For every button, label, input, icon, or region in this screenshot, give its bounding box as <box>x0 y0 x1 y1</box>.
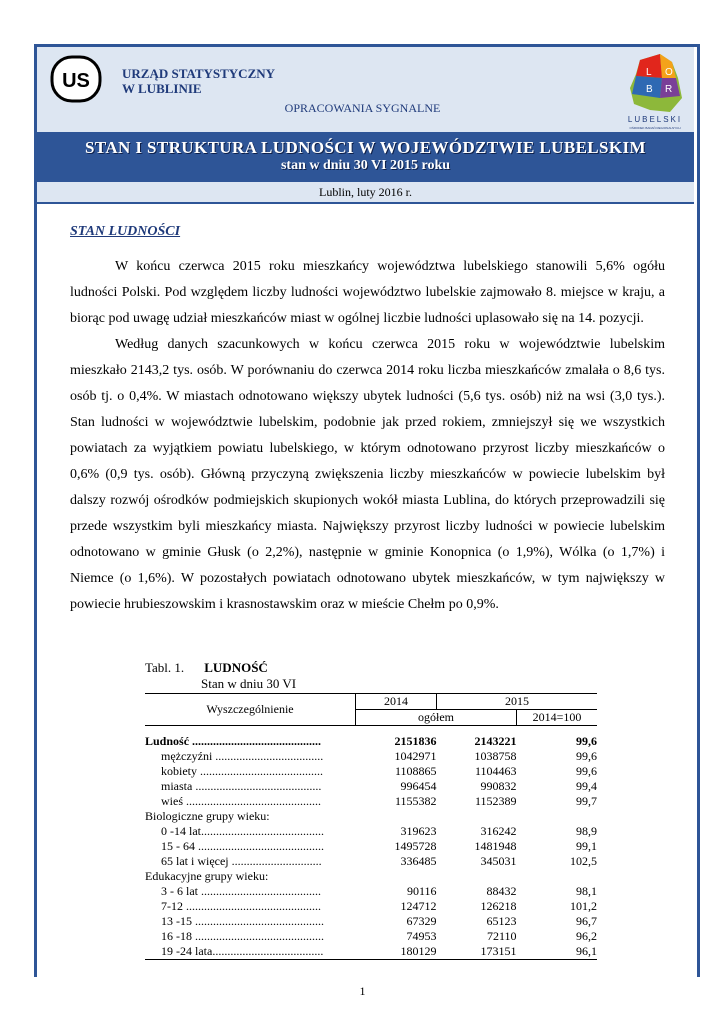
row-label: 3 - 6 lat ........................................ <box>161 884 321 898</box>
index-value: 99,4 <box>576 779 597 793</box>
table-header-2015: 2015 <box>437 694 598 710</box>
us-logo <box>50 53 102 105</box>
report-subtitle: stan w dniu 30 VI 2015 roku <box>280 158 451 173</box>
value-2015: 1152389 <box>474 794 517 808</box>
value-2015: 2143221 <box>474 734 517 748</box>
lobr-logo <box>620 48 690 130</box>
body-text <box>70 254 665 618</box>
table-subtitle: Stan w dniu 30 VI <box>201 676 297 691</box>
paragraph: Według danych szacunkowych w końcu czerwca 2015 roku w województwie lubelskim mieszkało 2143,2 tys. osób. W porównaniu do czerwca 2014 roku liczba mieszkańców zmalała o 8,6 tys. osób tj. o 0,4%. W miastach odnotowano większy ubytek ludności (5,6 tys. osób) niż na wsi (3,0 tys.). Stan ludności w województwie lubelskim, podobnie jak przed rokiem, zmniejszył się we wszystkich powiatach za wyjątkiem powiatu lubelskiego, w którym odnotowano przyrost liczby mieszkańców o 0,6% (0,9 tys. osób). Główną przyczyną zwiększenia liczby mieszkańców w powiecie lubelskim był dalszy rozwój ośrodków podmiejskich skupionych wokół miasta Lublina, do których przeprowadzili się przede wszystkim byli mieszkańcy miasta. Największy przyrost liczby ludności w powiecie lubelskim odnotowano w gminie Głusk (o 2,2%), następnie w gminie Konopnica (o 1,9%), Wólka (o 1,7%) i Niemce (o 1,6%). W pozostałych powiatach odnotowano ubytek mieszkańców, w tym największy w powiecie hrubieszowskim i krasnostawskim oraz w mieście Chełm po 0,9%. <box>70 337 665 612</box>
index-value: 96,1 <box>517 944 598 960</box>
table-row <box>145 899 597 914</box>
table-row <box>145 779 597 794</box>
row-label: 0 -14 lat......................................... <box>161 824 324 838</box>
row-label: Edukacyjne grupy wieku: <box>145 869 269 883</box>
index-value: 96,7 <box>576 914 597 928</box>
paragraph: W końcu czerwca 2015 roku mieszkańcy województwa lubelskiego stanowili 5,6% ogółu ludności Polski. Pod względem liczby ludności województwo lubelskie zajmowało 8. miejsce w kraju, a biorąc pod uwagę udział mieszkańców miast w ogólnej liczbie ludności uplasowało się na 14. pozycji. <box>70 259 665 326</box>
section-heading: STAN LUDNOŚCI <box>70 224 181 239</box>
index-value <box>517 809 598 824</box>
row-label: Ludność ........................................... <box>145 734 322 748</box>
value-2014: 336485 <box>400 854 437 868</box>
table-row <box>145 869 597 884</box>
value-2014: 1108865 <box>394 764 437 778</box>
row-label: mężczyźni .................................... <box>161 749 324 763</box>
value-2015: 126218 <box>480 899 517 913</box>
value-2015 <box>437 809 517 824</box>
row-label: 65 lat i więcej .............................. <box>161 854 322 868</box>
table-row <box>145 809 597 824</box>
value-2014 <box>356 809 437 824</box>
row-label: 19 -24 lata..................................... <box>145 944 356 960</box>
table-row <box>145 884 597 899</box>
lobr-letter-b: B <box>646 84 653 95</box>
table-row <box>145 726 597 750</box>
row-label: miasta .......................................... <box>161 779 322 793</box>
row-label: wieś ............................................. <box>161 794 321 808</box>
org-line-1: URZĄD STATYSTYCZNY <box>122 66 276 81</box>
table-row <box>145 824 597 839</box>
table-row <box>145 764 597 779</box>
value-2014: 1042971 <box>394 749 437 763</box>
value-2015: 1481948 <box>474 839 517 853</box>
value-2014: 180129 <box>356 944 437 960</box>
value-2015: 1038758 <box>474 749 517 763</box>
value-2014: 1155382 <box>394 794 437 808</box>
lobr-letter-o: O <box>665 67 673 78</box>
index-value: 99,6 <box>576 764 597 778</box>
value-2015: 65123 <box>486 914 517 928</box>
index-value: 102,5 <box>570 854 597 868</box>
table-row <box>145 944 597 960</box>
index-value: 99,1 <box>576 839 597 853</box>
row-label: 15 - 64 .......................................... <box>161 839 324 853</box>
index-value: 99,6 <box>576 734 597 748</box>
table-header-description: Wyszczególnienie <box>145 694 356 726</box>
table-caption <box>145 660 268 675</box>
value-2014: 2151836 <box>394 734 437 748</box>
us-logo-text: US <box>62 70 90 92</box>
lobr-logo-caption: OŚRODEK BADAŃ REGIONALNYCH <box>629 126 681 130</box>
row-label: 7-12 ............................................. <box>161 899 321 913</box>
index-value: 96,2 <box>576 929 597 943</box>
table-row <box>145 839 597 854</box>
row-label: Biologiczne grupy wieku: <box>145 809 270 823</box>
lobr-letter-l: L <box>646 67 652 78</box>
value-2014: 319623 <box>400 824 437 838</box>
table-header-index: 2014=100 <box>517 710 598 726</box>
value-2015 <box>437 869 517 884</box>
lobr-logo-name: LUBELSKI <box>627 115 683 124</box>
table-label: Tabl. 1. <box>145 660 185 675</box>
row-label: 16 -18 ........................................... <box>161 929 324 943</box>
series-name: OPRACOWANIA SYGNALNE <box>284 101 441 115</box>
place-date: Lublin, luty 2016 r. <box>37 182 694 204</box>
value-2014: 996454 <box>400 779 437 793</box>
table-row <box>145 794 597 809</box>
table-row <box>145 929 597 944</box>
report-title: STAN I STRUKTURA LUDNOŚCI W WOJEWÓDZTWIE LUBELSKIM <box>85 138 646 157</box>
lobr-letter-r: R <box>665 84 673 95</box>
table-row <box>145 854 597 869</box>
table-header-total: ogółem <box>356 710 517 726</box>
value-2014: 124712 <box>400 899 437 913</box>
index-value: 99,7 <box>576 794 597 808</box>
value-2015: 72110 <box>486 929 517 943</box>
row-label: 13 -15 ........................................... <box>161 914 324 928</box>
index-value <box>517 869 598 884</box>
value-2014: 90116 <box>406 884 437 898</box>
index-value: 98,9 <box>576 824 597 838</box>
value-2014: 67329 <box>406 914 437 928</box>
population-table <box>145 693 597 960</box>
value-2014: 74953 <box>406 929 437 943</box>
organization-name <box>122 66 275 96</box>
index-value: 98,1 <box>576 884 597 898</box>
table-row <box>145 914 597 929</box>
index-value: 101,2 <box>570 899 597 913</box>
value-2015: 316242 <box>480 824 517 838</box>
index-value: 99,6 <box>576 749 597 763</box>
org-line-2: W LUBLINIE <box>122 81 202 96</box>
value-2015: 345031 <box>480 854 517 868</box>
row-label: kobiety ......................................... <box>161 764 323 778</box>
value-2014: 1495728 <box>394 839 437 853</box>
value-2015: 990832 <box>480 779 517 793</box>
page-number: 1 <box>359 984 366 998</box>
table-name: LUDNOŚĆ <box>204 660 268 675</box>
value-2014 <box>356 869 437 884</box>
value-2015: 88432 <box>486 884 517 898</box>
table-body <box>145 726 597 960</box>
table-header-2014: 2014 <box>356 694 437 710</box>
table-row <box>145 749 597 764</box>
value-2015: 1104463 <box>474 764 517 778</box>
value-2015: 173151 <box>437 944 517 960</box>
